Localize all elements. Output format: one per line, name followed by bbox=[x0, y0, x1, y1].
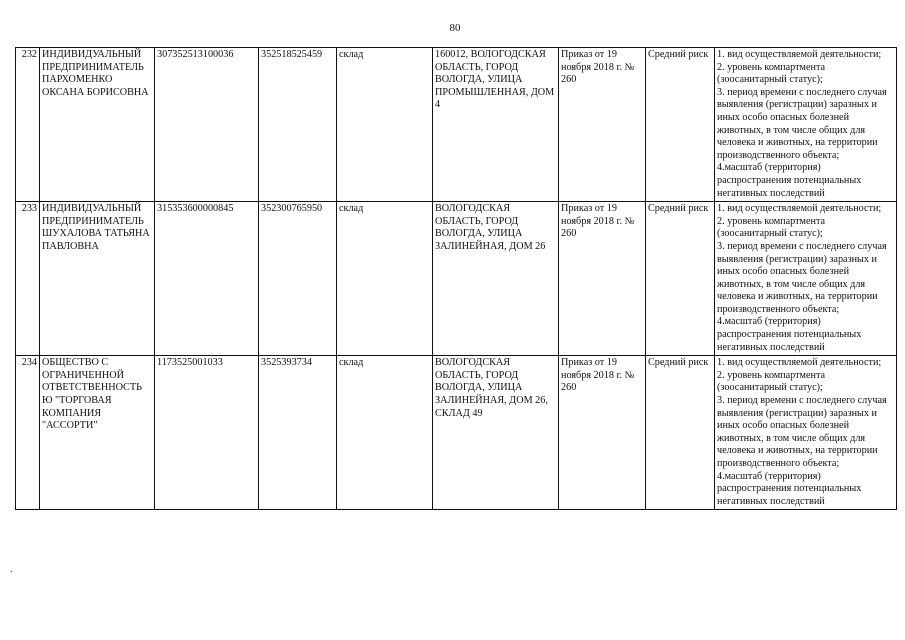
criterion-line: 1. вид осуществляемой деятельности; bbox=[717, 49, 882, 60]
risk-category: Средний риск bbox=[646, 202, 715, 356]
object-address: ВОЛОГОДСКАЯ ОБЛАСТЬ, ГОРОД ВОЛОГДА, УЛИЦА ЗАЛИНЕЙНАЯ, ДОМ 26 bbox=[433, 202, 559, 356]
order-reference bbox=[559, 48, 646, 202]
criterion-line: 3. период времени с последнего случая выявления (регистрации) заразных и иных особо опасных болезней животных, в том числе общих для человека и животных, на территории производственного объекта; bbox=[717, 240, 887, 315]
risk-category: Средний риск bbox=[646, 48, 715, 202]
ogrn-value: 1173525001033 bbox=[155, 356, 259, 510]
table-row bbox=[16, 48, 897, 202]
table-row bbox=[16, 202, 897, 356]
criterion-line: 3. период времени с последнего случая выявления (регистрации) заразных и иных особо опасных болезней животных, в том числе общих для человека и животных, на территории производственного объекта; bbox=[717, 395, 887, 469]
risk-criteria bbox=[715, 48, 897, 202]
order-reference bbox=[559, 356, 646, 510]
criterion-line: 4.масштаб (территория) распространения потенциальных негативных последствий bbox=[717, 162, 862, 199]
entity-name: ОБЩЕСТВО С ОГРАНИЧЕННОЙ ОТВЕТСТВЕННОСТЬЮ "ТОРГОВАЯ КОМПАНИЯ "АССОРТИ" bbox=[40, 356, 155, 510]
criterion-line: 4.масштаб (территория) распространения потенциальных негативных последствий bbox=[717, 470, 862, 507]
row-number: 234 bbox=[16, 356, 40, 510]
stray-mark: . bbox=[10, 564, 13, 575]
object-address: 160012, ВОЛОГОДСКАЯ ОБЛАСТЬ, ГОРОД ВОЛОГДА, УЛИЦА ПРОМЫШЛЕННАЯ, ДОМ 4 bbox=[433, 48, 559, 202]
criterion-line: 4.масштаб (территория) распространения потенциальных негативных последствий bbox=[717, 316, 862, 353]
criterion-line: 1. вид осуществляемой деятельности; bbox=[717, 357, 882, 369]
ogrn-value: 307352513100036 bbox=[155, 48, 259, 202]
risk-category: Средний риск bbox=[646, 356, 715, 510]
criterion-line: 2. уровень компартмента (зоосанитарный статус); bbox=[717, 215, 826, 240]
ogrn-value: 315353600000845 bbox=[155, 202, 259, 356]
inn-value: 352300765950 bbox=[259, 202, 337, 356]
object-type: склад bbox=[337, 48, 433, 202]
object-address: ВОЛОГОДСКАЯ ОБЛАСТЬ, ГОРОД ВОЛОГДА, УЛИЦА ЗАЛИНЕЙНАЯ, ДОМ 26, СКЛАД 49 bbox=[433, 356, 559, 510]
object-type: склад bbox=[337, 356, 433, 510]
entity-name: ИНДИВИДУАЛЬНЫЙ ПРЕДПРИНИМАТЕЛЬ ПАРХОМЕНКО ОКСАНА БОРИСОВНА bbox=[40, 48, 155, 202]
inn-value: 3525393734 bbox=[259, 356, 337, 510]
inn-value: 352518525459 bbox=[259, 48, 337, 202]
criterion-line: 3. период времени с последнего случая выявления (регистрации) заразных и иных особо опасных болезней животных, в том числе общих для человека и животных, на территории производственного объекта; bbox=[717, 86, 887, 161]
registry-table bbox=[15, 47, 897, 510]
order-text: Приказ от 19 ноября 2018 г. № 260 bbox=[561, 203, 635, 240]
row-number: 233 bbox=[16, 202, 40, 356]
order-text: Приказ от 19 ноября 2018 г. № 260 bbox=[561, 357, 635, 394]
table-row bbox=[16, 356, 897, 510]
page-number: 80 bbox=[449, 22, 461, 34]
object-type: склад bbox=[337, 202, 433, 356]
risk-criteria bbox=[715, 202, 897, 356]
order-reference bbox=[559, 202, 646, 356]
entity-name: ИНДИВИДУАЛЬНЫЙ ПРЕДПРИНИМАТЕЛЬ ШУХАЛОВА ТАТЬЯНА ПАВЛОВНА bbox=[40, 202, 155, 356]
order-text: Приказ от 19 ноября 2018 г. № 260 bbox=[561, 49, 635, 86]
criterion-line: 2. уровень компартмента (зоосанитарный статус); bbox=[717, 61, 826, 86]
criterion-line: 1. вид осуществляемой деятельности; bbox=[717, 203, 882, 215]
criterion-line: 2. уровень компартмента (зоосанитарный статус); bbox=[717, 369, 826, 394]
risk-criteria bbox=[715, 356, 897, 510]
row-number: 232 bbox=[16, 48, 40, 202]
